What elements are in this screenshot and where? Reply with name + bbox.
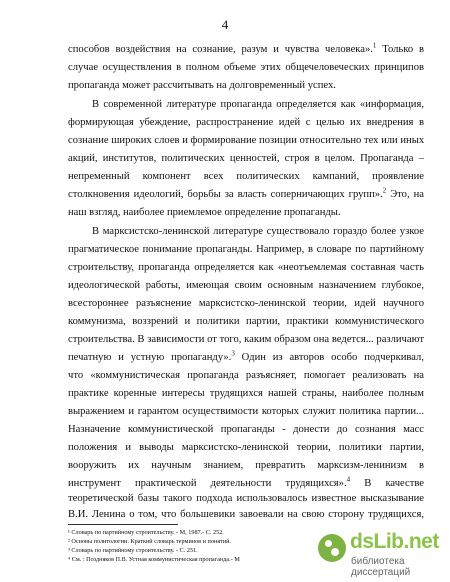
body-line: наш взгляд, наиболее приемлемое определение пропаганды. — [68, 207, 341, 218]
footnote-ref: 2 — [382, 186, 387, 195]
body-line: В марксистско-ленинской литературе существовало гораздо более узкое — [92, 226, 424, 237]
body-line: печатную и устную пропаганду».$^3$ Один из авторов особо подчеркивал, — [68, 349, 424, 363]
body-line: положения и выводы марксистско-ленинской теории, политики партии, — [68, 442, 424, 453]
body-line: способов воздействия на сознание, разум и чувства человека».$^1$ Только в — [68, 41, 424, 55]
body-line: идеологической работы, имеющая своим основным назначением глубокое, — [68, 280, 424, 291]
footnote: ³ Словарь по партийному строительству. - С. 251. — [68, 547, 198, 554]
body-line: В современной литературе пропаганда определяется как «информация, — [92, 99, 424, 110]
page-number: 4 — [221, 17, 229, 32]
footnote-ref: 3 — [231, 349, 235, 358]
footnote-divider — [68, 524, 178, 525]
body-line: строительству, пропаганда определяется как «неотъемлемая составная часть — [68, 262, 424, 273]
watermark-title: dsLib.net — [350, 530, 439, 553]
body-line: теоретической базы такого подхода использовалось известное высказывание — [68, 493, 424, 504]
watermark-subtitle: библиотека диссертаций — [351, 556, 411, 578]
body-line: вооружить их научным знанием, превратить марксизм-ленинизм в — [68, 460, 424, 471]
body-line: практике коренные интересы трудящихся нашей страны, наиболее полным — [68, 388, 424, 399]
body-line: что «коммунистическая пропаганда разъясняет, помогает реализовать на — [68, 370, 424, 381]
footnote: ² Основы политологии. Краткий словарь терминов и понятий. — [68, 538, 231, 545]
body-line: Назначение коммунистической пропаганды - донести до сознания масс — [68, 424, 424, 435]
body-line: В.И. Ленина о том, что большевики завоевали на свою сторону трудящихся, — [68, 506, 424, 524]
body-line: строительства. В зависимости от того, каким образом она ведется... различают — [68, 334, 424, 345]
body-line: коммунизма, воззрений и политики партии, практики коммунистического — [68, 316, 424, 327]
body-line: прагматическое понимание пропаганды. Например, в словаре по партийному — [68, 244, 424, 255]
footnote: ¹ Словарь по партийному строительству. - М, 1987.- С. 252. — [68, 529, 224, 536]
body-line: непременный компонент всех политических кампаний, проявление — [68, 171, 424, 182]
footnote-ref: 4 — [346, 475, 351, 484]
body-line: случае осуществления в полном объеме этих общечеловеческих принципов — [68, 62, 424, 73]
body-line: выражением и гарантом осуществимости которых служит политика партии... — [68, 406, 424, 417]
body-line: столкновения идеологий, борьбы за власть соперничающих групп».$^2$ Это, на — [68, 186, 424, 200]
dslib-logo-icon — [318, 534, 346, 562]
body-line: всестороннее разъяснение марксистско-ленинской теории, идей научного — [68, 298, 424, 309]
footnote: ⁴ См. : Поздняков П.В. Устная коммунистическая пропаганда.- М — [68, 556, 240, 563]
body-line: пропаганда может рассчитывать на долговременный успех. — [68, 80, 336, 91]
footnote-ref: 1 — [372, 41, 377, 50]
body-line: инструмент практической деятельности трудящихся».$^4$ В качестве — [68, 475, 424, 489]
body-line: акций, институтов, политических ценностей, строя в целом. Пропаганда – — [68, 153, 424, 164]
body-line: сознание широких слоев и формирование позиции относительно тех или иных — [68, 135, 425, 146]
body-line: формирующая убеждение, распространение идей с целью их внедрения в — [68, 117, 424, 128]
